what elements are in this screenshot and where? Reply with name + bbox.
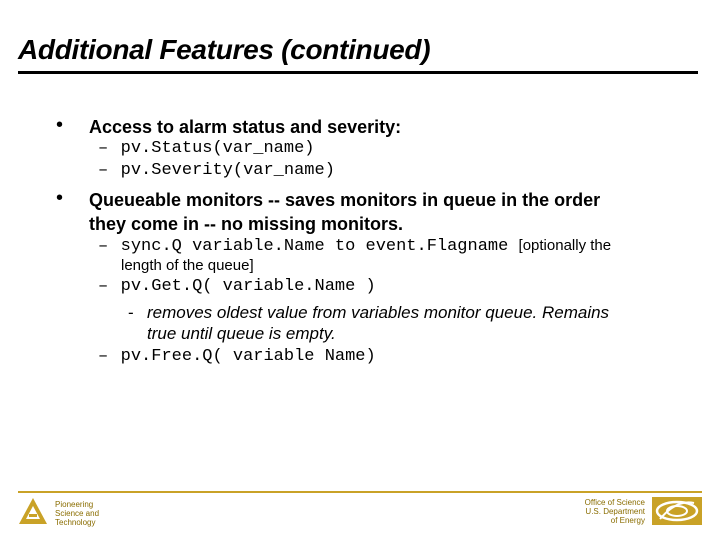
footer-right-text	[585, 498, 645, 525]
code-getq: pv.Get.Q( variable.Name )	[120, 277, 376, 296]
code-severity: pv.Severity(var_name)	[120, 161, 335, 180]
bullet-2-line-2: they come in -- no missing monitors.	[89, 214, 404, 234]
bullet-2-sub-1-cont: length of the queue]	[121, 257, 254, 274]
footer-left-line-1: Pioneering	[55, 500, 94, 509]
footer-right-line-2: U.S. Department	[585, 507, 645, 516]
bullet-2-sub-2	[98, 277, 376, 296]
footer-left-line-2: Science and	[55, 509, 100, 518]
footer-left-line-3: Technology	[55, 518, 96, 527]
bullet-2-line-1: Queueable monitors -- saves monitors in queue in the order	[89, 190, 601, 210]
bullet-dot-2: •	[56, 187, 64, 209]
dash-marker: –	[98, 237, 109, 256]
getq-detail-line-1: removes oldest value from variables monitor queue. Remains	[147, 303, 610, 322]
dash-marker: –	[98, 277, 109, 296]
dash-marker: –	[98, 347, 109, 366]
code-status: pv.Status(var_name)	[120, 139, 315, 158]
bullet-2-sub-3	[98, 347, 376, 366]
bullet-1-sub-1	[98, 139, 315, 158]
doe-logo	[652, 497, 702, 525]
dash-marker: –	[98, 161, 109, 180]
slide-title: Additional Features (continued)	[18, 34, 431, 65]
getq-detail	[128, 303, 134, 323]
bullet-1-text: Access to alarm status and severity:	[89, 117, 402, 137]
bullet-1-sub-2	[98, 161, 335, 180]
bullet-2-sub-1	[98, 237, 698, 256]
bullet-dot-1: •	[56, 114, 64, 136]
detail-dash: -	[128, 303, 134, 322]
argonne-logo	[18, 497, 48, 525]
syncq-note-1: [optionally the	[518, 237, 612, 254]
dash-marker: –	[98, 139, 109, 158]
footer-right-line-1: Office of Science	[584, 498, 645, 507]
footer-right-line-3: of Energy	[610, 516, 645, 525]
code-freeq: pv.Free.Q( variable Name)	[120, 347, 376, 366]
footer-rule	[18, 491, 702, 493]
footer-left-text	[55, 500, 99, 527]
getq-detail-line-2: true until queue is empty.	[147, 324, 336, 343]
code-syncq: sync.Q variable.Name to event.Flagname	[120, 237, 519, 256]
title-underline	[18, 71, 698, 74]
